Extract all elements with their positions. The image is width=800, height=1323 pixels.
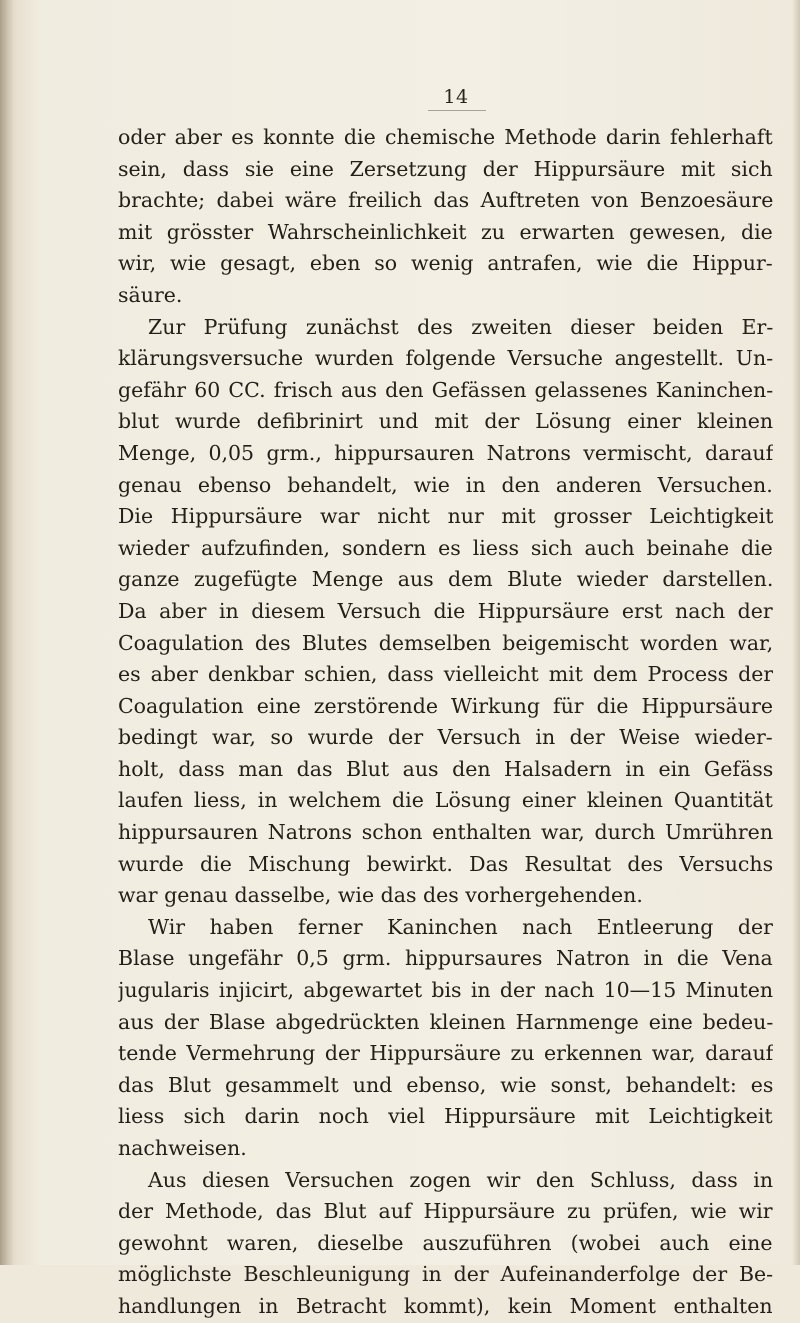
- text-line: holt, dass man das Blut aus den Halsadern in ein Gefäss: [118, 756, 773, 781]
- text-line: es aber denkbar schien, dass vielleicht mit dem Process der: [118, 662, 773, 687]
- text-line: hippursauren Natrons schon enthalten war, durch Umrühren: [118, 820, 773, 845]
- text-line: oder aber es konnte die chemische Methode darin fehlerhaft: [118, 125, 773, 149]
- text-line: nachweisen.: [118, 1136, 247, 1160]
- text-line: möglichste Beschleunigung in der Aufeinanderfolge der Be-: [118, 1262, 773, 1287]
- text-line: Die Hippursäure war nicht nur mit grosser Leichtigkeit: [118, 504, 773, 529]
- text-line: klärungsversuche wurden folgende Versuche angestellt. Un-: [118, 346, 773, 371]
- text-line: gewohnt waren, dieselbe auszuführen (wobei auch eine: [118, 1230, 773, 1255]
- text-line: Zur Prüfung zunächst des zweiten dieser beiden Er-: [148, 314, 773, 339]
- text-line: aus der Blase abgedrückten kleinen Harnmenge eine bedeu-: [118, 1009, 773, 1034]
- text-line: blut wurde defibrinirt und mit der Lösung einer kleinen: [118, 409, 773, 434]
- text-line: bedingt war, so wurde der Versuch in der Weise wieder-: [118, 725, 773, 750]
- text-line: tende Vermehrung der Hippursäure zu erkennen war, darauf: [118, 1041, 773, 1066]
- text-line: liess sich darin noch viel Hippursäure mit Leichtigkeit: [118, 1104, 773, 1129]
- text-line: handlungen in Betracht kommt), kein Moment enthalten: [118, 1293, 773, 1318]
- text-line: war genau dasselbe, wie das des vorhergehenden.: [118, 883, 643, 908]
- binding-edge: [0, 0, 14, 1265]
- text-line: genau ebenso behandelt, wie in den anderen Versuchen.: [118, 472, 773, 497]
- text-line: Coagulation eine zerstörende Wirkung für die Hippursäure: [118, 693, 773, 718]
- page-number: 14: [443, 86, 469, 108]
- text-line: jugularis injicirt, abgewartet bis in der nach 10—15 Minuten: [118, 978, 773, 1003]
- text-line: das Blut gesammelt und ebenso, wie sonst, behandelt: es: [118, 1072, 773, 1097]
- text-line: Da aber in diesem Versuch die Hippursäure erst nach der: [118, 598, 773, 623]
- text-line: sein, dass sie eine Zersetzung der Hippursäure mit sich: [118, 156, 773, 181]
- text-line: mit grösster Wahrscheinlichkeit zu erwarten gewesen, die: [118, 219, 773, 244]
- text-line: gefähr 60 CC. frisch aus den Gefässen gelassenes Kaninchen-: [118, 377, 773, 402]
- text-line: wurde die Mischung bewirkt. Das Resultat des Versuchs: [118, 851, 773, 876]
- text-line: der Methode, das Blut auf Hippursäure zu prüfen, wie wir: [118, 1199, 773, 1224]
- text-line: Menge, 0,05 grm., hippursauren Natrons vermischt, darauf: [118, 440, 773, 465]
- text-line: Wir haben ferner Kaninchen nach Entleerung der: [148, 914, 773, 939]
- text-line: Coagulation des Blutes demselben beigemischt worden war,: [118, 630, 773, 655]
- text-line: säure.: [118, 282, 183, 307]
- text-line: ganze zugefügte Menge aus dem Blute wieder darstellen.: [118, 567, 773, 592]
- text-line: Aus diesen Versuchen zogen wir den Schluss, dass in: [148, 1167, 773, 1192]
- text-line: wir, wie gesagt, eben so wenig antrafen, wie die Hippur-: [118, 251, 773, 276]
- page-number-rule: [428, 110, 486, 111]
- page-edge: [792, 0, 800, 1265]
- text-line: Blase ungefähr 0,5 grm. hippursaures Natron in die Vena: [118, 946, 773, 971]
- text-line: brachte; dabei wäre freilich das Auftreten von Benzoesäure: [118, 188, 773, 213]
- text-line: laufen liess, in welchem die Lösung einer kleinen Quantität: [118, 788, 773, 813]
- text-line: wieder aufzufinden, sondern es liess sich auch beinahe die: [118, 535, 773, 560]
- body-text: [118, 122, 773, 1323]
